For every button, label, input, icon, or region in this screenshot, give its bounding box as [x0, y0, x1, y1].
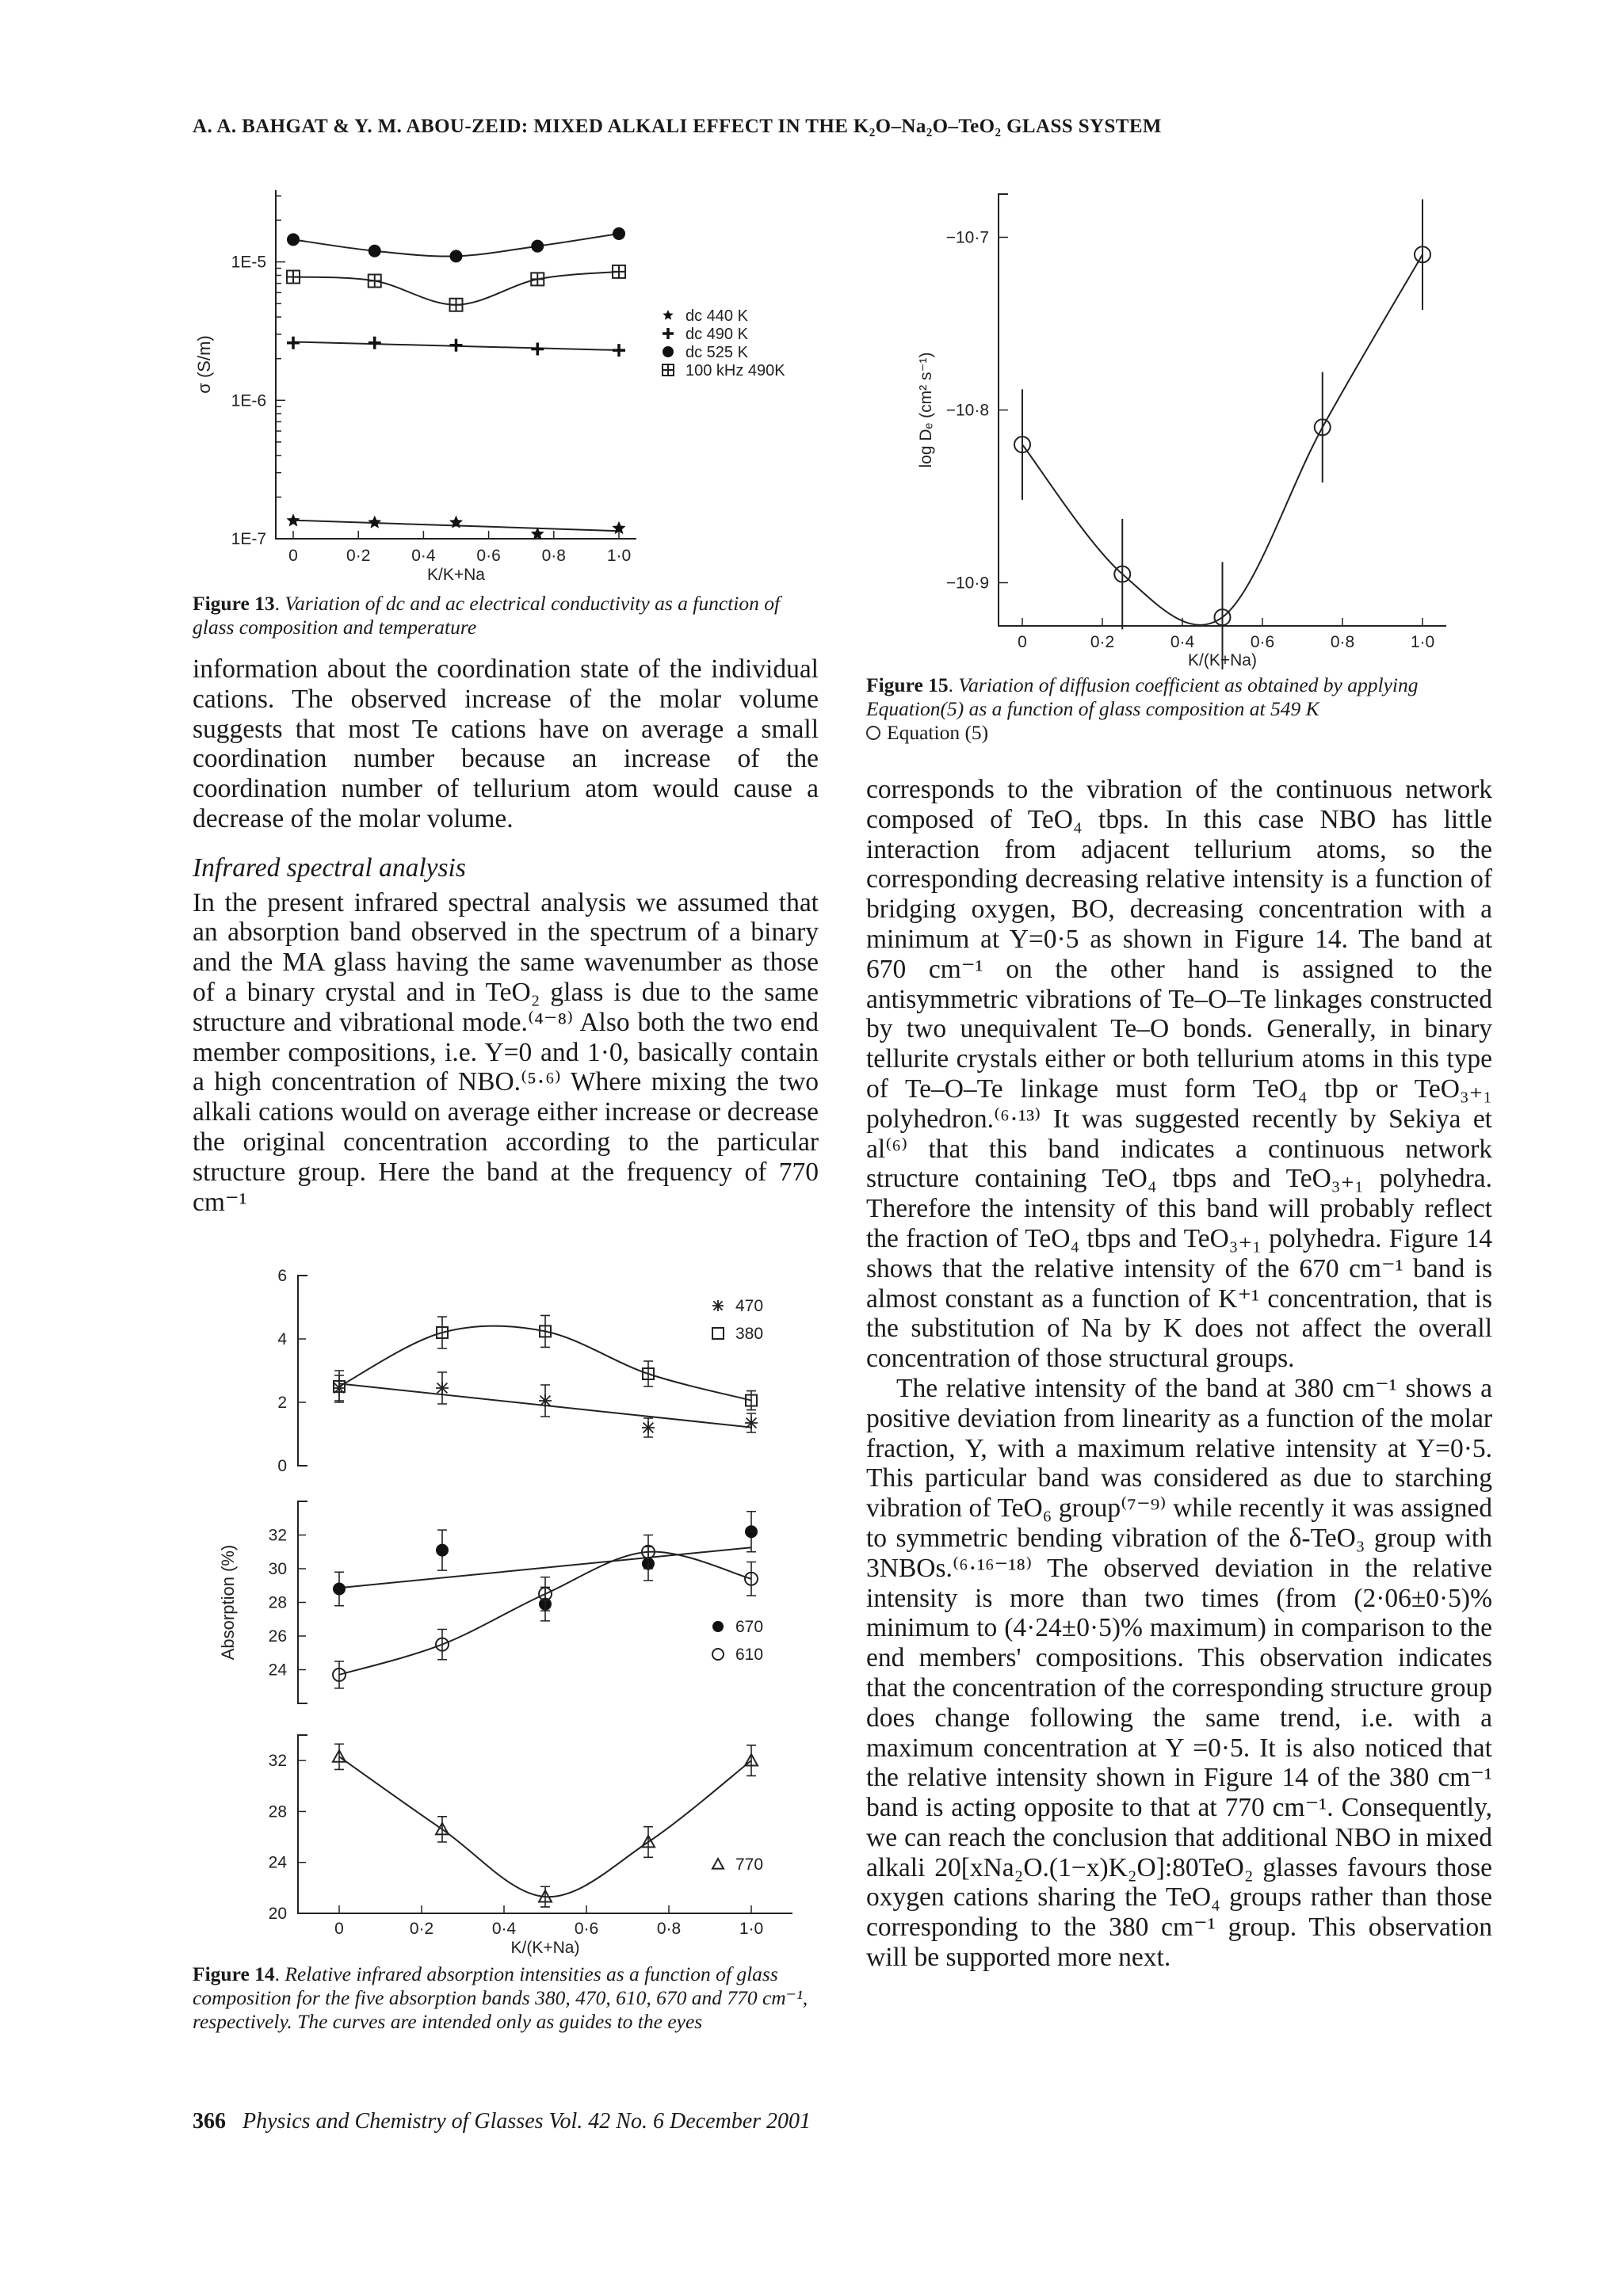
fig13-data-point	[613, 344, 625, 357]
fig14-y-tick-label: 20	[268, 1905, 287, 1923]
fig13-legend-label: dc 490 K	[685, 326, 748, 343]
fig13-x-tick-label: 0·2	[346, 547, 371, 565]
fig14-data-point	[642, 1421, 655, 1434]
fig14-error-bar	[437, 1317, 447, 1348]
fig14-data-point	[745, 1417, 758, 1429]
figure-15-caption-label: Figure 15	[866, 673, 949, 696]
fig15-y-axis-label: log Dₑ (cm² s⁻¹)	[917, 352, 935, 468]
fig15-x-tick-label: 0·2	[1090, 633, 1115, 651]
fig13-data-point	[286, 513, 300, 526]
fig13-data-point	[531, 240, 544, 253]
fig14-x-tick-label: 0	[334, 1920, 344, 1938]
fig15-x-tick-label: 0	[1018, 633, 1027, 651]
right-column	[866, 775, 1492, 1973]
fig13-x-axis-label: K/K+Na	[427, 566, 485, 584]
fig13-legend-label: dc 525 K	[685, 344, 748, 361]
figure-14-caption: Figure 14. Relative infrared absorption intensities as a function of glass composition for the five absorption bands 380, 470, 610, 670 and 770 cm⁻¹, respectively. The curves are intended only as guides to the eyes	[193, 1962, 808, 2033]
figure-13-chart	[193, 170, 842, 590]
fig13-legend-marker	[663, 310, 673, 320]
fig14-y-tick-label: 4	[277, 1330, 287, 1348]
right-paragraph-2: The relative intensity of the band at 380 cm⁻¹ shows a positive deviation from linearity as a function of the molar fraction, Y, with a maximum relative intensity at Y=0·5. This particular band was considered as due to starching vibration of TeO₆ group⁽⁷⁻⁹⁾ while recently it was assigned to symmetric bending vibration of the δ-TeO₃ group with 3NBOs.⁽⁶·¹⁶⁻¹⁸⁾ The observed deviation in the relative intensity is more than two times (from (2·06±0·5)% minimum to (4·24±0·5)% maximum) in comparison to the end members' compositions. This observation indicates that the concentration of the corresponding structure group does change following the same trend, i.e. with a maximum concentration at Y =0·5. It is also noticed that the relative intensity shown in Figure 14 of the 380 cm⁻¹ band is acting opposite to that at 770 cm⁻¹. Consequently, we can reach the conclusion that additional NBO in mixed alkali 20[xNa₂O.(1−x)K₂O]:80TeO₂ glasses favours those oxygen cations sharing the TeO₄ groups rather than those corresponding to the 380 cm⁻¹ group. This observation will be supported more next.	[866, 1373, 1492, 1973]
fig13-data-point	[613, 227, 625, 240]
running-header: A. A. BAHGAT & Y. M. ABOU-ZEID: MIXED ALKALI EFFECT IN THE K₂O–Na₂O–TeO₂ GLASS SYSTEM	[193, 116, 1162, 137]
fig14-legend-label: 470	[735, 1297, 764, 1315]
fig13-legend-marker	[663, 328, 674, 339]
fig13-x-tick-label: 0·6	[476, 547, 501, 565]
fig14-x-tick-label: 1·0	[739, 1920, 764, 1938]
fig14-y-tick-label: 32	[268, 1526, 287, 1545]
left-paragraph-1: information about the coordination state of the individual cations. The observed increase of the molar volume suggests that most Te cations have on average a small coordination number because an increase of the coordination number of tellurium atom would cause a decrease of the molar volume.	[193, 654, 819, 833]
fig14-error-bar	[437, 1630, 447, 1660]
fig14-y-tick-label: 2	[277, 1394, 287, 1412]
fig14-y-tick-label: 0	[277, 1457, 287, 1475]
fig15-x-axis-label: K/(K+Na)	[1188, 651, 1257, 669]
fig13-data-point	[531, 273, 544, 285]
fig14-error-bar	[747, 1391, 756, 1410]
left-paragraph-2: In the present infrared spectral analysis we assumed that an absorption band observed in the spectrum of a binary and the MA glass having the same wavenumber as those of a binary crystal and in TeO₂ glass is due to the same structure and vibrational mode.⁽⁴⁻⁸⁾ Also both the two end member compositions, i.e. Y=0 and 1·0, basically contain a high concentration of NBO.⁽⁵·⁶⁾ Where mixing the two alkali cations would on average either increase or decrease the original concentration according to the particular structure group. Here the band at the frequency of 770 cm⁻¹	[193, 887, 819, 1217]
fig14-y-tick-label: 28	[268, 1593, 287, 1612]
fig15-x-tick-label: 0·6	[1250, 633, 1275, 651]
figure-14-chart	[193, 1264, 842, 1961]
fig13-y-axis-label: σ (S/m)	[194, 335, 214, 394]
fig13-data-point	[287, 337, 300, 349]
fig15-y-tick-label: −10·9	[945, 574, 989, 593]
fig14-y-tick-label: 26	[268, 1627, 287, 1646]
fig13-data-point	[287, 270, 300, 283]
fig14-series-curve	[339, 1756, 751, 1897]
figure-13-caption-label: Figure 13	[193, 592, 275, 615]
right-paragraph-1: corresponds to the vibration of the continuous network composed of TeO₄ tbps. In this case NBO has little interaction from adjacent tellurium atoms, so the corresponding decreasing relative intensity is a function of bridging oxygen, BO, decreasing concentration with a minimum at Y=0·5 as shown in Figure 14. The band at 670 cm⁻¹ on the other hand is assigned to the antisymmetric vibrations of Te–O–Te linkages constructed by two unequivalent Te–O bonds. Generally, in binary tellurite crystals either or both tellurium atoms in this type of Te–O–Te linkage must form TeO₄ tbp or TeO₃₊₁ polyhedron.⁽⁶·¹³⁾ It was suggested recently by Sekiya et al⁽⁶⁾ that this band indicates a continuous network structure containing TeO₄ tbps and TeO₃₊₁ polyhedra. Therefore the intensity of this band will probably reflect the fraction of TeO₄ tbps and TeO₃₊₁ polyhedra. Figure 14 shows that the relative intensity of the 670 cm⁻¹ band is almost constant as a function of K⁺¹ concentration, that is the substitution of Na by K does not affect the overall concentration of those structural groups.	[866, 775, 1492, 1374]
fig14-legend-marker	[712, 1649, 724, 1660]
fig13-data-point	[369, 337, 381, 349]
page-footer	[193, 2109, 811, 2134]
fig15-axes	[999, 194, 1446, 626]
fig13-axes	[276, 190, 636, 539]
fig14-data-point	[333, 1583, 346, 1596]
fig14-legend-label: 670	[735, 1618, 764, 1636]
fig14-data-point	[539, 1394, 552, 1407]
figure-15-legend-marker	[866, 726, 880, 740]
fig13-data-point	[450, 250, 463, 262]
fig14-y-tick-label: 24	[268, 1853, 287, 1872]
fig13-data-point	[613, 265, 625, 278]
figure-15-caption: Figure 15. Variation of diffusion coefficient as obtained by applying Equation(5) as a function of glass composition at 549 K Equation (5)	[866, 673, 1419, 744]
fig14-error-bar	[643, 1361, 653, 1386]
fig14-y-axis-label: Absorption (%)	[218, 1544, 238, 1661]
fig13-x-tick-label: 0·8	[541, 547, 566, 565]
fig13-y-tick-label: 1E-7	[231, 530, 266, 548]
figure-15-caption-text: Variation of diffusion coefficient as obtained by applying Equation(5) as a function of glass composition at 549 K	[866, 673, 1419, 720]
journal-reference: Physics and Chemistry of Glasses Vol. 42 No. 6 December 2001	[242, 2109, 812, 2134]
fig14-x-tick-label: 0·6	[574, 1920, 599, 1938]
fig14-legend-marker	[712, 1300, 724, 1311]
fig15-x-tick-label: 1·0	[1410, 633, 1435, 651]
figure-14-caption-label: Figure 14	[193, 1962, 275, 1985]
fig14-legend-marker	[712, 1328, 724, 1339]
figure-15-legend-label: Equation (5)	[887, 721, 989, 744]
fig14-data-point	[745, 1525, 758, 1538]
fig14-data-point	[436, 1544, 449, 1557]
fig13-x-tick-label: 1·0	[606, 547, 632, 565]
fig14-error-bar	[747, 1562, 756, 1596]
fig14-y-tick-label: 28	[268, 1802, 287, 1821]
fig14-y-tick-label: 6	[277, 1267, 287, 1285]
fig14-legend-marker	[712, 1621, 724, 1632]
fig14-legend-marker	[712, 1859, 724, 1869]
figure-15-chart	[899, 178, 1454, 669]
fig15-y-tick-label: −10·8	[945, 401, 989, 420]
fig13-y-tick-label: 1E-5	[231, 253, 266, 272]
figure-13-caption-text: Variation of dc and ac electrical conductivity as a function of glass composition and temperature	[193, 592, 781, 639]
fig13-x-tick-label: 0	[288, 547, 298, 565]
fig15-x-tick-label: 0·8	[1330, 633, 1355, 651]
section-heading-infrared: Infrared spectral analysis	[193, 852, 466, 883]
fig13-data-point	[369, 274, 381, 287]
fig14-legend-label: 770	[735, 1855, 764, 1874]
fig13-data-point	[531, 342, 544, 355]
fig14-y-tick-label: 30	[268, 1560, 287, 1578]
fig14-y-tick-label: 32	[268, 1752, 287, 1771]
fig13-data-point	[287, 233, 300, 246]
figure-13-caption: Figure 13. Variation of dc and ac electrical conductivity as a function of glass composition and temperature	[193, 592, 781, 639]
fig15-x-tick-label: 0·4	[1170, 633, 1195, 651]
fig14-error-bar	[334, 1661, 344, 1688]
fig13-y-tick-label: 1E-6	[231, 391, 266, 410]
fig15-y-tick-label: −10·7	[945, 228, 989, 247]
fig13-data-point	[450, 339, 463, 352]
fig14-y-tick-label: 24	[268, 1661, 287, 1680]
page-number: 366	[193, 2109, 226, 2134]
fig14-x-tick-label: 0·8	[656, 1920, 682, 1938]
fig14-legend-label: 610	[735, 1646, 764, 1664]
fig13-x-tick-label: 0·4	[411, 547, 436, 565]
fig14-panel-axis	[298, 1735, 307, 1913]
fig14-legend-label: 380	[735, 1325, 764, 1343]
fig13-legend-marker	[663, 346, 674, 357]
fig14-x-axis-label: K/(K+Na)	[510, 1939, 580, 1957]
fig13-legend-label: dc 440 K	[685, 307, 748, 325]
fig14-x-tick-label: 0·4	[491, 1920, 517, 1938]
fig13-data-point	[369, 245, 381, 257]
figure-14-caption-text: Relative infrared absorption intensities as a function of glass composition for the five absorption bands 380, 470, 610, 670 and 770 cm⁻¹, respectively. The curves are intended only as guides to the eyes	[193, 1962, 808, 2033]
fig14-data-point	[436, 1382, 449, 1394]
fig14-panel-axis	[298, 1276, 307, 1466]
fig13-legend-marker	[663, 364, 674, 376]
left-column	[193, 654, 819, 1217]
fig13-data-point	[450, 299, 463, 311]
fig13-data-point	[368, 516, 381, 528]
fig14-x-tick-label: 0·2	[409, 1920, 434, 1938]
fig13-legend-label: 100 kHz 490K	[685, 362, 785, 379]
